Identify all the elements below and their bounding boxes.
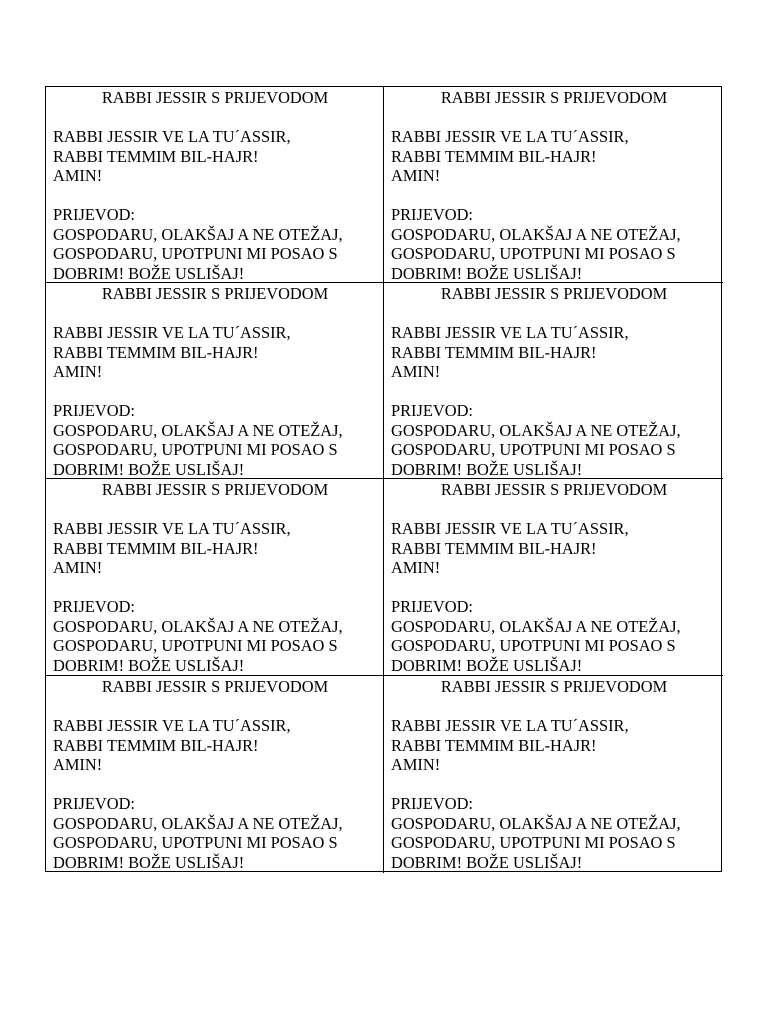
card-heading: RABBI JESSIR S PRIJEVODOM — [440, 284, 668, 303]
arabic-line-3: AMIN! — [53, 362, 103, 381]
translation-line-2: GOSPODARU, UPOTPUNI MI POSAO S — [391, 833, 676, 852]
translation-line-3: DOBRIM! BOŽE USLIŠAJ! — [53, 459, 245, 479]
translation-line-3: DOBRIM! BOŽE USLIŠAJ! — [53, 263, 245, 283]
translation-line-2: GOSPODARU, UPOTPUNI MI POSAO S — [391, 440, 676, 459]
arabic-line-2: RABBI TEMMIM BIL-HAJR! — [53, 735, 259, 755]
translation-line-3: DOBRIM! BOŽE USLIŠAJ! — [53, 852, 245, 872]
spacer — [391, 304, 717, 324]
arabic-line-1: RABBI JESSIR VE LA TU´ASSIR, — [53, 323, 291, 342]
spacer — [53, 500, 377, 520]
arabic-line-2: RABBI TEMMIM BIL-HAJR! — [53, 146, 259, 166]
prayer-card — [384, 479, 723, 676]
prayer-card-table — [45, 86, 722, 872]
arabic-line-3: AMIN! — [53, 166, 103, 185]
spacer — [391, 775, 717, 795]
card-heading: RABBI JESSIR S PRIJEVODOM — [101, 284, 329, 303]
translation-line-3: DOBRIM! BOŽE USLIŠAJ! — [391, 655, 583, 675]
translation-label: PRIJEVOD: — [391, 401, 473, 420]
translation-line-1: GOSPODARU, OLAKŠAJ A NE OTEŽAJ, — [53, 224, 343, 244]
translation-label: PRIJEVOD: — [391, 794, 473, 813]
arabic-line-2: RABBI TEMMIM BIL-HAJR! — [391, 342, 597, 362]
translation-line-1: GOSPODARU, OLAKŠAJ A NE OTEŽAJ, — [53, 813, 343, 833]
translation-line-1: GOSPODARU, OLAKŠAJ A NE OTEŽAJ, — [53, 616, 343, 636]
card-heading: RABBI JESSIR S PRIJEVODOM — [101, 88, 329, 107]
spacer — [53, 304, 377, 324]
card-heading: RABBI JESSIR S PRIJEVODOM — [440, 480, 668, 499]
arabic-line-1: RABBI JESSIR VE LA TU´ASSIR, — [391, 716, 629, 735]
translation-line-1: GOSPODARU, OLAKŠAJ A NE OTEŽAJ, — [391, 420, 681, 440]
translation-line-3: DOBRIM! BOŽE USLIŠAJ! — [391, 852, 583, 872]
card-heading: RABBI JESSIR S PRIJEVODOM — [101, 480, 329, 499]
translation-line-2: GOSPODARU, UPOTPUNI MI POSAO S — [391, 244, 676, 263]
prayer-card — [384, 283, 723, 479]
translation-line-2: GOSPODARU, UPOTPUNI MI POSAO S — [53, 244, 338, 263]
arabic-line-1: RABBI JESSIR VE LA TU´ASSIR, — [391, 127, 629, 146]
arabic-line-1: RABBI JESSIR VE LA TU´ASSIR, — [53, 127, 291, 146]
arabic-line-1: RABBI JESSIR VE LA TU´ASSIR, — [391, 323, 629, 342]
spacer — [53, 775, 377, 795]
spacer — [53, 108, 377, 128]
arabic-line-3: AMIN! — [391, 362, 441, 381]
spacer — [53, 578, 377, 598]
translation-line-1: GOSPODARU, OLAKŠAJ A NE OTEŽAJ, — [391, 224, 681, 244]
translation-line-3: DOBRIM! BOŽE USLIŠAJ! — [53, 655, 245, 675]
translation-label: PRIJEVOD: — [53, 401, 135, 420]
arabic-line-3: AMIN! — [391, 558, 441, 577]
card-heading: RABBI JESSIR S PRIJEVODOM — [440, 88, 668, 107]
translation-label: PRIJEVOD: — [391, 205, 473, 224]
prayer-card — [384, 676, 723, 873]
translation-label: PRIJEVOD: — [53, 794, 135, 813]
card-heading: RABBI JESSIR S PRIJEVODOM — [101, 677, 329, 696]
translation-line-3: DOBRIM! BOŽE USLIŠAJ! — [391, 263, 583, 283]
translation-line-1: GOSPODARU, OLAKŠAJ A NE OTEŽAJ, — [53, 420, 343, 440]
translation-line-1: GOSPODARU, OLAKŠAJ A NE OTEŽAJ, — [391, 813, 681, 833]
prayer-card — [46, 283, 384, 479]
spacer — [391, 108, 717, 128]
arabic-line-2: RABBI TEMMIM BIL-HAJR! — [53, 538, 259, 558]
arabic-line-3: AMIN! — [53, 755, 103, 774]
spacer — [391, 697, 717, 717]
arabic-line-2: RABBI TEMMIM BIL-HAJR! — [391, 146, 597, 166]
translation-line-2: GOSPODARU, UPOTPUNI MI POSAO S — [53, 833, 338, 852]
arabic-line-1: RABBI JESSIR VE LA TU´ASSIR, — [53, 716, 291, 735]
spacer — [53, 697, 377, 717]
prayer-card — [46, 479, 384, 676]
translation-line-2: GOSPODARU, UPOTPUNI MI POSAO S — [391, 636, 676, 655]
spacer — [391, 500, 717, 520]
arabic-line-3: AMIN! — [53, 558, 103, 577]
spacer — [53, 382, 377, 402]
translation-label: PRIJEVOD: — [53, 205, 135, 224]
arabic-line-2: RABBI TEMMIM BIL-HAJR! — [391, 735, 597, 755]
translation-line-3: DOBRIM! BOŽE USLIŠAJ! — [391, 459, 583, 479]
prayer-card — [46, 87, 384, 283]
translation-label: PRIJEVOD: — [391, 597, 473, 616]
spacer — [53, 186, 377, 206]
prayer-card — [46, 676, 384, 873]
prayer-card — [384, 87, 723, 283]
translation-line-2: GOSPODARU, UPOTPUNI MI POSAO S — [53, 636, 338, 655]
spacer — [391, 382, 717, 402]
translation-line-2: GOSPODARU, UPOTPUNI MI POSAO S — [53, 440, 338, 459]
card-heading: RABBI JESSIR S PRIJEVODOM — [440, 677, 668, 696]
arabic-line-3: AMIN! — [391, 755, 441, 774]
arabic-line-1: RABBI JESSIR VE LA TU´ASSIR, — [391, 519, 629, 538]
arabic-line-2: RABBI TEMMIM BIL-HAJR! — [391, 538, 597, 558]
spacer — [391, 578, 717, 598]
arabic-line-3: AMIN! — [391, 166, 441, 185]
translation-line-1: GOSPODARU, OLAKŠAJ A NE OTEŽAJ, — [391, 616, 681, 636]
arabic-line-1: RABBI JESSIR VE LA TU´ASSIR, — [53, 519, 291, 538]
arabic-line-2: RABBI TEMMIM BIL-HAJR! — [53, 342, 259, 362]
spacer — [391, 186, 717, 206]
translation-label: PRIJEVOD: — [53, 597, 135, 616]
